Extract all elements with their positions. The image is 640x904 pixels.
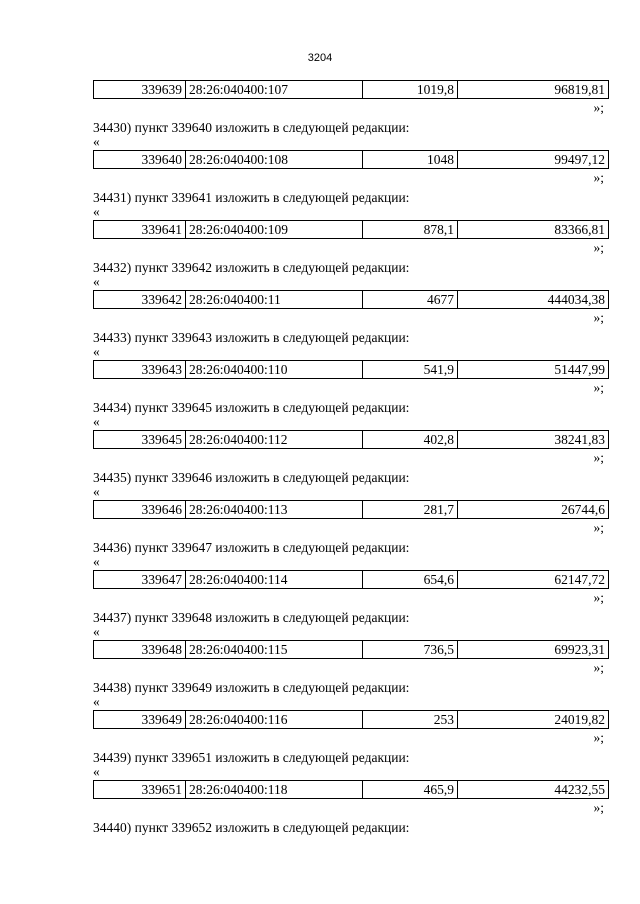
table-row xyxy=(94,501,609,519)
amendment-paragraph: 34437) пункт 339648 изложить в следующей редакции: xyxy=(93,610,410,625)
amendment-paragraph: 34439) пункт 339651 изложить в следующей редакции: xyxy=(93,750,410,765)
value-cell: 44232,55 xyxy=(458,781,609,799)
record-table xyxy=(93,640,609,659)
table-row xyxy=(94,221,609,239)
area-cell: 736,5 xyxy=(363,641,458,659)
cadastral-number-cell: 28:26:040400:108 xyxy=(186,151,363,169)
closing-quote: »; xyxy=(593,800,604,815)
amendment-paragraph: 34431) пункт 339641 изложить в следующей редакции: xyxy=(93,190,410,205)
record-id-cell: 339651 xyxy=(94,781,186,799)
record-table xyxy=(93,150,609,169)
value-cell: 26744,6 xyxy=(458,501,609,519)
closing-quote: »; xyxy=(593,730,604,745)
value-cell: 62147,72 xyxy=(458,571,609,589)
record-table xyxy=(93,360,609,379)
amendment-paragraph: 34434) пункт 339645 изложить в следующей редакции: xyxy=(93,400,410,415)
record-table xyxy=(93,220,609,239)
amendment-paragraph: 34433) пункт 339643 изложить в следующей редакции: xyxy=(93,330,410,345)
opening-quote: « xyxy=(93,624,100,639)
area-cell: 1019,8 xyxy=(363,81,458,99)
closing-quote: »; xyxy=(593,520,604,535)
value-cell: 24019,82 xyxy=(458,711,609,729)
record-id-cell: 339645 xyxy=(94,431,186,449)
closing-quote: »; xyxy=(593,100,604,115)
amendment-paragraph: 34430) пункт 339640 изложить в следующей редакции: xyxy=(93,120,410,135)
value-cell: 38241,83 xyxy=(458,431,609,449)
amendment-paragraph: 34438) пункт 339649 изложить в следующей редакции: xyxy=(93,680,410,695)
amendment-paragraph: 34432) пункт 339642 изложить в следующей редакции: xyxy=(93,260,410,275)
value-cell: 51447,99 xyxy=(458,361,609,379)
value-cell: 99497,12 xyxy=(458,151,609,169)
closing-quote: »; xyxy=(593,240,604,255)
record-id-cell: 339641 xyxy=(94,221,186,239)
amendment-paragraph: 34435) пункт 339646 изложить в следующей редакции: xyxy=(93,470,410,485)
table-row xyxy=(94,81,609,99)
value-cell: 83366,81 xyxy=(458,221,609,239)
area-cell: 402,8 xyxy=(363,431,458,449)
cadastral-number-cell: 28:26:040400:118 xyxy=(186,781,363,799)
closing-quote: »; xyxy=(593,170,604,185)
area-cell: 4677 xyxy=(363,291,458,309)
table-row xyxy=(94,571,609,589)
cadastral-number-cell: 28:26:040400:112 xyxy=(186,431,363,449)
table-row xyxy=(94,711,609,729)
table-row xyxy=(94,361,609,379)
area-cell: 253 xyxy=(363,711,458,729)
opening-quote: « xyxy=(93,694,100,709)
closing-quote: »; xyxy=(593,310,604,325)
cadastral-number-cell: 28:26:040400:11 xyxy=(186,291,363,309)
value-cell: 444034,38 xyxy=(458,291,609,309)
closing-quote: »; xyxy=(593,450,604,465)
value-cell: 96819,81 xyxy=(458,81,609,99)
page-number: 3204 xyxy=(307,52,333,64)
opening-quote: « xyxy=(93,414,100,429)
cadastral-number-cell: 28:26:040400:113 xyxy=(186,501,363,519)
record-table xyxy=(93,80,609,99)
record-id-cell: 339647 xyxy=(94,571,186,589)
record-id-cell: 339643 xyxy=(94,361,186,379)
opening-quote: « xyxy=(93,134,100,149)
area-cell: 1048 xyxy=(363,151,458,169)
record-table xyxy=(93,710,609,729)
table-row xyxy=(94,641,609,659)
cadastral-number-cell: 28:26:040400:109 xyxy=(186,221,363,239)
opening-quote: « xyxy=(93,554,100,569)
opening-quote: « xyxy=(93,344,100,359)
closing-quote: »; xyxy=(593,590,604,605)
table-row xyxy=(94,151,609,169)
cadastral-number-cell: 28:26:040400:107 xyxy=(186,81,363,99)
cadastral-number-cell: 28:26:040400:115 xyxy=(186,641,363,659)
area-cell: 878,1 xyxy=(363,221,458,239)
record-id-cell: 339648 xyxy=(94,641,186,659)
opening-quote: « xyxy=(93,274,100,289)
cadastral-number-cell: 28:26:040400:110 xyxy=(186,361,363,379)
opening-quote: « xyxy=(93,764,100,779)
closing-quote: »; xyxy=(593,660,604,675)
area-cell: 465,9 xyxy=(363,781,458,799)
amendment-paragraph: 34440) пункт 339652 изложить в следующей редакции: xyxy=(93,820,410,835)
record-table xyxy=(93,430,609,449)
value-cell: 69923,31 xyxy=(458,641,609,659)
area-cell: 541,9 xyxy=(363,361,458,379)
record-table xyxy=(93,780,609,799)
record-id-cell: 339639 xyxy=(94,81,186,99)
record-id-cell: 339649 xyxy=(94,711,186,729)
record-table xyxy=(93,570,609,589)
table-row xyxy=(94,291,609,309)
record-id-cell: 339646 xyxy=(94,501,186,519)
cadastral-number-cell: 28:26:040400:114 xyxy=(186,571,363,589)
table-row xyxy=(94,781,609,799)
record-id-cell: 339640 xyxy=(94,151,186,169)
opening-quote: « xyxy=(93,484,100,499)
closing-quote: »; xyxy=(593,380,604,395)
record-table xyxy=(93,500,609,519)
area-cell: 654,6 xyxy=(363,571,458,589)
cadastral-number-cell: 28:26:040400:116 xyxy=(186,711,363,729)
table-row xyxy=(94,431,609,449)
area-cell: 281,7 xyxy=(363,501,458,519)
record-table xyxy=(93,290,609,309)
opening-quote: « xyxy=(93,204,100,219)
amendment-paragraph: 34436) пункт 339647 изложить в следующей редакции: xyxy=(93,540,410,555)
record-id-cell: 339642 xyxy=(94,291,186,309)
